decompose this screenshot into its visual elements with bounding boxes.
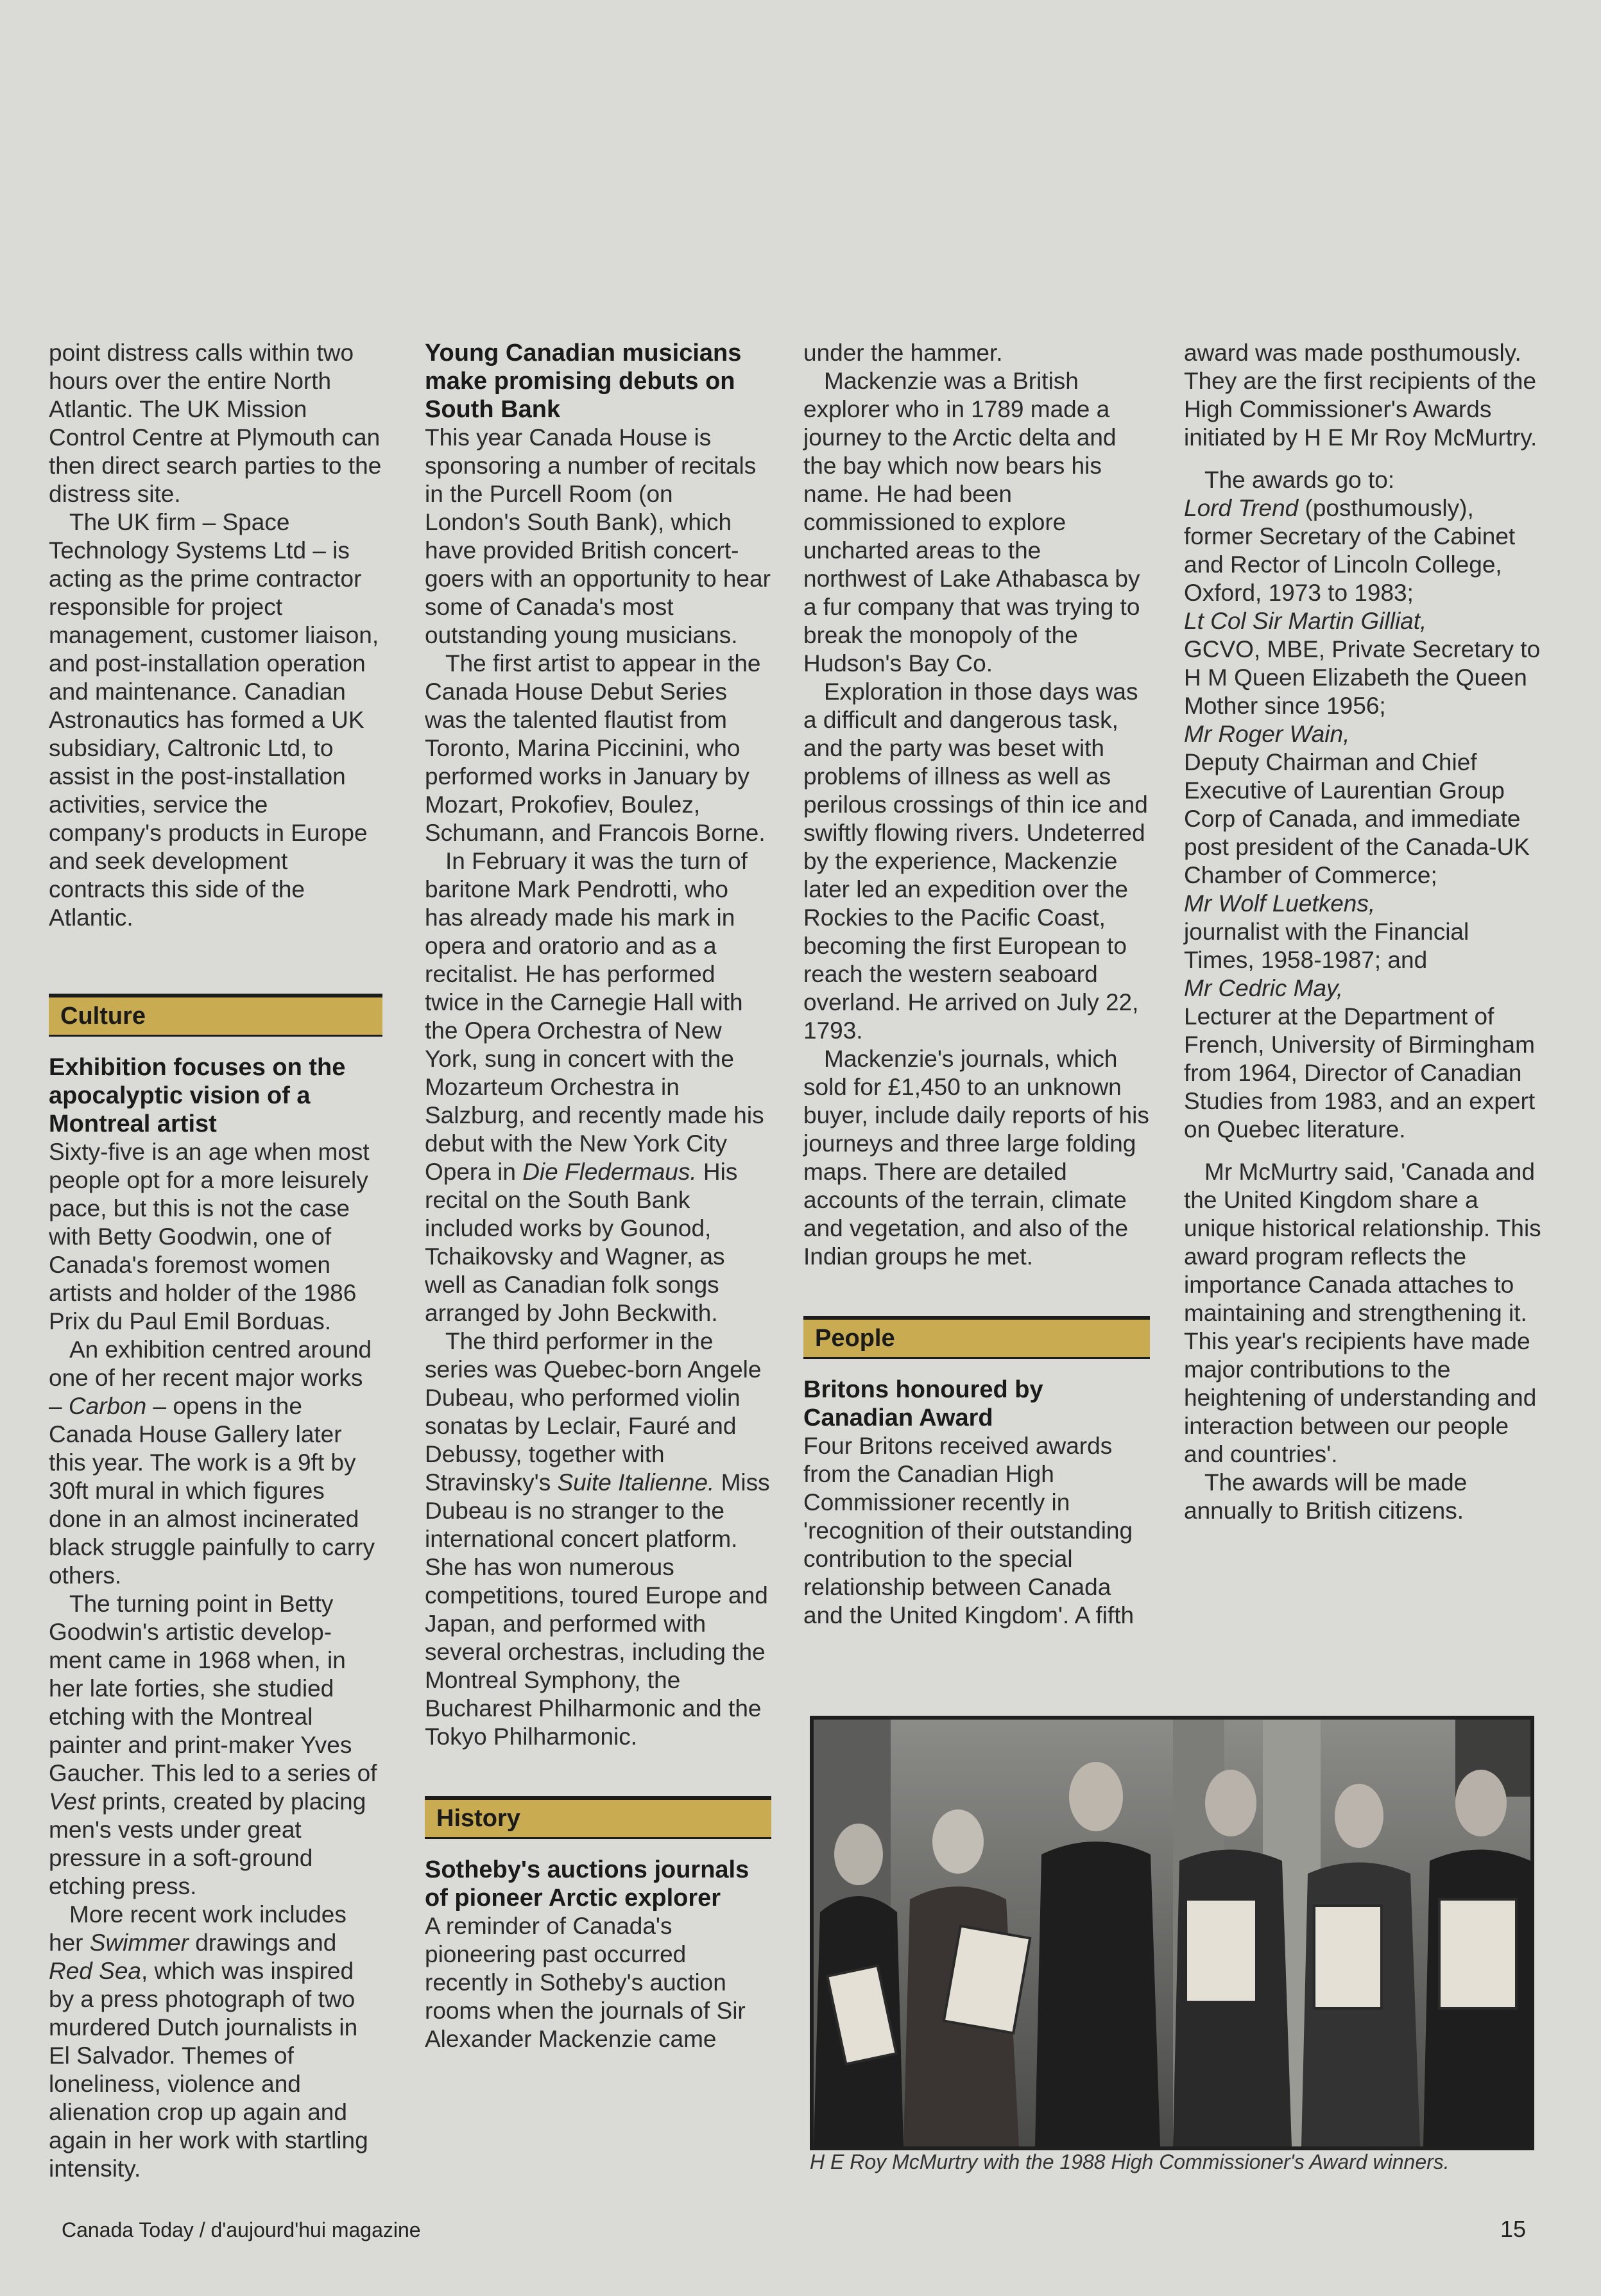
- award-entry-text: journalist with the Financial Times, 1958-1987; and: [1184, 919, 1469, 973]
- paragraph: under the hammer.: [803, 340, 1003, 366]
- award-entry-name: Lt Col Sir Martin Gilliat,: [1184, 608, 1427, 634]
- column-1: [49, 339, 382, 2183]
- paragraph: award was made posthumously. They are the first recipients of the High Commissioner's Awards initiated by H E Mr Roy McMurtry.: [1184, 340, 1537, 451]
- paragraph: The turning point in Betty Goodwin's artistic develop-ment came in 1968 when, in her late forties, she studied etching with the Montreal painter and print-maker Yves Gaucher. This led to a series of Vest prints, created by placing men's vests under great pressure in a soft-ground etching press.: [49, 1591, 377, 1899]
- headline-musicians: Young Canadian musicians make promising debuts on South Bank: [425, 340, 742, 423]
- column-3: [803, 339, 1150, 1630]
- publication-footer: Canada Today / d'aujourd'hui magazine: [62, 2218, 421, 2241]
- award-entry-text: Deputy Chairman and Chief Executive of Laurentian Group Corp of Canada, and immediate post president of the Canada-UK Chamber of Commerce;: [1184, 749, 1530, 888]
- paragraph: The first artist to appear in the Canada House Debut Series was the talented flautist from Toronto, Marina Piccinini, who performed works in January by Mozart, Prokofiev, Boulez, Schumann, and Francois Borne.: [425, 650, 766, 846]
- section-band-history: History: [425, 1796, 771, 1839]
- section-band-people: People: [803, 1316, 1150, 1359]
- paragraph: The awards go to:: [1204, 467, 1395, 493]
- paragraph: The third performer in the series was Quebec-born Angele Dubeau, who performed violin sonatas by Leclair, Fauré and Debussy, together with Stravinsky's Suite Italienne. Miss Dubeau is no stranger to the international concert platform. She has won numerous competitions, toured Europe and Japan, and performed with several orchestras, including the Montreal Symphony, the Bucharest Philharmonic and the Tokyo Philharmonic.: [425, 1328, 770, 1750]
- paragraph: This year Canada House is sponsoring a number of recitals in the Purcell Room (on London's South Bank), which have provided British concert-goers with an opportunity to hear some of Canada's most outstanding young musicians.: [425, 424, 771, 648]
- headline-sothebys: Sotheby's auctions journals of pioneer Arctic explorer: [425, 1856, 749, 1912]
- award-entry-name: Mr Wolf Luetkens,: [1184, 890, 1376, 917]
- paragraph: More recent work includes her Swimmer drawings and Red Sea, which was inspired by a press photograph of two murdered Dutch journalists in El Salvador. Themes of loneliness, violence and alienation crop up again and again in her work with startling intensity.: [49, 1901, 368, 2182]
- award-entry: Lord Trend (posthumously), former Secretary of the Cabinet and Rector of Lincoln College, Oxford, 1973 to 1983;: [1184, 495, 1516, 606]
- award-entry-text: GCVO, MBE, Private Secretary to H M Queen Elizabeth the Queen Mother since 1956;: [1184, 636, 1541, 719]
- paragraph: Mr McMurtry said, 'Canada and the United Kingdom share a unique historical relationship. This award program reflects the importance Canada attaches to maintaining and strengthening it. This year's recipients have made major contributions to the heightening of understanding and interaction between our people and countries'.: [1184, 1159, 1541, 1467]
- award-group-photo: [810, 1716, 1534, 2150]
- column-4: [1184, 339, 1543, 1525]
- headline-exhibition: Exhibition focuses on the apocalyptic vision of a Montreal artist: [49, 1054, 346, 1137]
- page-number: 15: [1500, 2216, 1527, 2242]
- paragraph: In February it was the turn of baritone Mark Pendrotti, who has already made his mark in opera and oratorio and as a recitalist. He has performed twice in the Carnegie Hall with the Opera Orchestra of New York, sung in concert with the Mozarteum Orchestra in Salzburg, and recently made his debut with the New York City Opera in Die Fledermaus. His recital on the South Bank included works by Gounod, Tchaikovsky and Wagner, as well as Canadian folk songs arranged by John Beckwith.: [425, 848, 764, 1326]
- paragraph: The awards will be made annually to British citizens.: [1184, 1469, 1468, 1524]
- paragraph: A reminder of Canada's pioneering past occurred recently in Sotheby's auction rooms when the journals of Sir Alexander Mackenzie came: [425, 1913, 746, 2052]
- paragraph: Sixty-five is an age when most people opt for a more leisurely pace, but this is not the case with Betty Goodwin, one of Canada's foremost women artists and holder of the 1986 Prix du Paul Emil Borduas.: [49, 1139, 370, 1334]
- paragraph: The UK firm – Space Technology Systems Ltd – is acting as the prime contractor responsible for project management, customer liaison, and post-installation operation and maintenance. Canadian Astronautics has formed a UK subsidiary, Caltronic Ltd, to assist in the post-installation activities, service the company's products in Europe and seek development contracts this side of the Atlantic.: [49, 509, 379, 931]
- award-entry-name: Mr Roger Wain,: [1184, 721, 1350, 747]
- section-band-culture: Culture: [49, 994, 382, 1037]
- paragraph: An exhibition centred around one of her recent major works – Carbon – opens in the Canada House Gallery later this year. The work is a 9ft by 30ft mural in which figures done in an almost incinerated black struggle painfully to carry others.: [49, 1336, 375, 1589]
- paragraph: Mackenzie's journals, which sold for £1,450 to an unknown buyer, include daily reports of his journeys and three large folding maps. There are detailed accounts of the terrain, climate and vegetation, and also of the Indian groups he met.: [803, 1046, 1149, 1270]
- photo-caption: H E Roy McMurtry with the 1988 High Commissioner's Award winners.: [810, 2150, 1450, 2173]
- article-continuation: point distress calls within two hours over the entire North Atlantic. The UK Mission Control Centre at Plymouth can then direct search parties to the distress site.: [49, 340, 382, 507]
- award-entry-name: Mr Cedric May,: [1184, 975, 1344, 1001]
- paragraph: Mackenzie was a British explorer who in 1789 made a journey to the Arctic delta and the bay which now bears his name. He had been commissioned to explore uncharted areas to the northwest of Lake Athabasca by a fur company that was trying to break the monopoly of the Hudson's Bay Co.: [803, 368, 1140, 677]
- photo-illustration: [814, 1720, 1530, 2146]
- paragraph: Exploration in those days was a difficult and dangerous task, and the party was beset with problems of illness as well as perilous crossings of thin ice and swiftly flowing rivers. Undeterred by the experience, Mackenzie later led an expedition over the Rockies to the Pacific Coast, becoming the first European to reach the western seaboard overland. He arrived on July 22, 1793.: [803, 678, 1148, 1044]
- column-2: [425, 339, 771, 2053]
- paragraph: Four Britons received awards from the Canadian High Commissioner recently in 'recognition of their outstanding contribution to the special relationship between Canada and the United Kingdom'. A fifth: [803, 1433, 1134, 1628]
- award-entry-text: Lecturer at the Department of French, University of Birmingham from 1964, Director of Canadian Studies from 1983, and an expert on Quebec literature.: [1184, 1003, 1536, 1143]
- headline-britons: Britons honoured by Canadian Award: [803, 1376, 1043, 1431]
